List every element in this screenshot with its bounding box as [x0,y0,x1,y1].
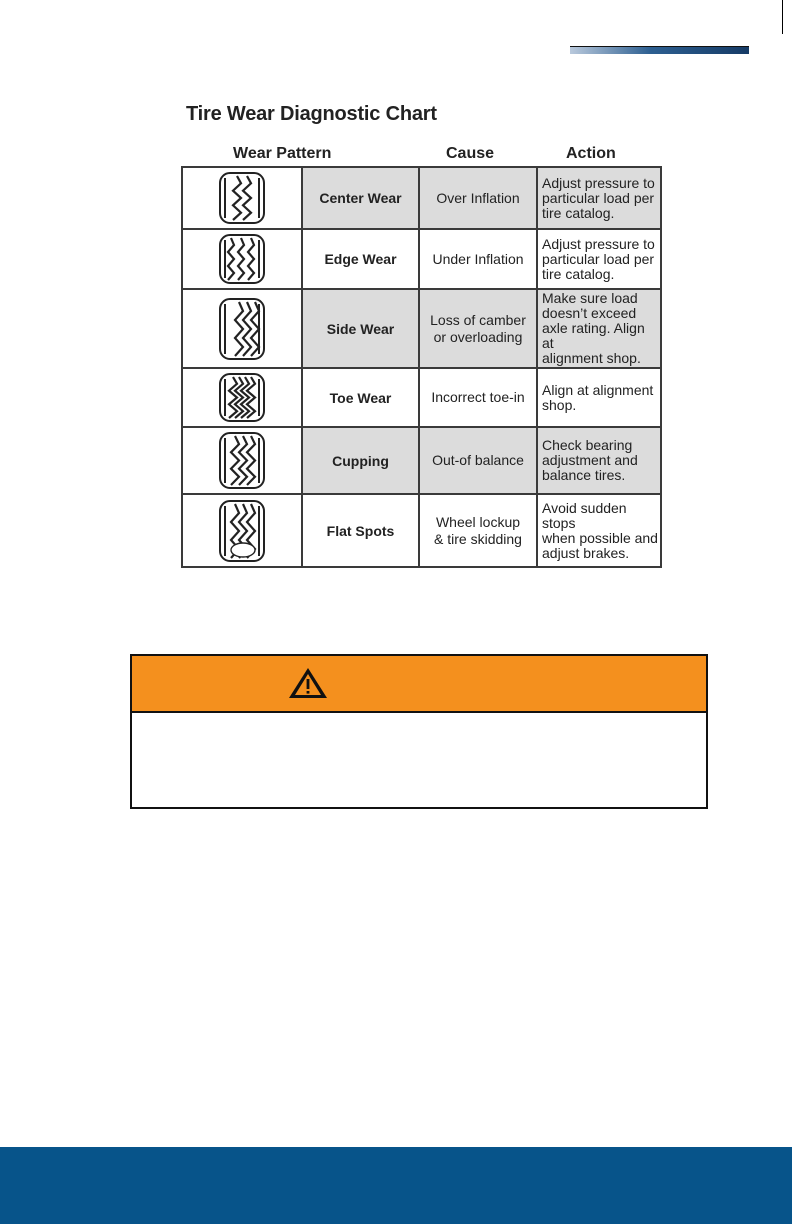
cause-line: Incorrect toe-in [431,389,525,405]
flat-spots-tire-icon [217,500,267,562]
action-cell [537,494,661,567]
action-line: Adjust pressure to [542,174,655,191]
toe-wear-tire-icon [217,373,267,422]
warning-banner [132,656,706,713]
action-cell [537,167,661,229]
table-row [182,289,661,368]
table-row [182,368,661,427]
wear-pattern-name: Cupping [302,427,419,494]
action-cell [537,368,661,427]
action-line: tire catalog. [542,265,615,282]
wear-pattern-image-cell [182,427,302,494]
center-wear-tire-icon [217,172,267,224]
action-line: adjust brakes. [542,544,630,561]
trim-mark-top-right [782,0,783,34]
action-cell [537,427,661,494]
action-line: adjustment and [542,452,638,468]
chart-title: Tire Wear Diagnostic Chart [186,103,437,125]
wear-pattern-header: Wear Pattern [233,145,332,162]
warning-box [130,654,708,809]
wear-pattern-name: Flat Spots [302,494,419,567]
cause-cell [419,368,537,427]
action-line: doesn’t exceed [542,305,637,321]
wear-pattern-image-cell [182,289,302,368]
cause-line: Loss of camber [430,311,526,328]
table-row [182,427,661,494]
warning-body [132,713,706,809]
header-rule [570,47,749,54]
table-row [182,167,661,229]
cause-cell [419,167,537,229]
cause-line: or overloading [433,328,523,345]
cause-cell [419,494,537,567]
action-line: when possible and [542,529,658,546]
table-row [182,229,661,289]
action-cell [537,289,661,368]
table-row [182,494,661,567]
action-line: Align at alignment [542,381,654,398]
action-line: tire catalog. [542,204,615,221]
action-line: particular load per [542,250,655,267]
wear-pattern-name: Center Wear [302,167,419,229]
action-line: alignment shop. [542,350,641,366]
cupping-tire-icon [217,432,267,489]
wear-pattern-image-cell [182,494,302,567]
action-line: balance tires. [542,467,626,483]
tire-wear-table [181,166,662,568]
action-line: Make sure load [542,290,638,306]
wear-pattern-image-cell [182,167,302,229]
action-line: axle rating. Align at [542,320,645,351]
wear-pattern-name: Toe Wear [302,368,419,427]
edge-wear-tire-icon [217,234,267,284]
action-header: Action [566,145,616,162]
side-wear-tire-icon [217,298,267,360]
wear-pattern-name: Edge Wear [302,229,419,289]
warning-triangle-icon [287,666,329,700]
action-line: Check bearing [542,437,633,453]
footer-bar [0,1147,792,1224]
cause-line: & tire skidding [434,530,522,547]
action-line: shop. [542,396,577,413]
cause-header: Cause [446,145,495,162]
cause-line: Over Inflation [436,189,520,206]
action-cell [537,229,661,289]
cause-line: Under Inflation [432,250,524,267]
action-line: Avoid sudden stops [542,499,627,531]
wear-pattern-name: Side Wear [302,289,419,368]
action-line: Adjust pressure to [542,235,655,252]
cause-line: Out-of balance [432,452,524,468]
cause-cell [419,289,537,368]
action-line: particular load per [542,189,655,206]
wear-pattern-image-cell [182,368,302,427]
wear-pattern-image-cell [182,229,302,289]
cause-cell [419,427,537,494]
cause-line: Wheel lockup [435,513,521,530]
cause-cell [419,229,537,289]
